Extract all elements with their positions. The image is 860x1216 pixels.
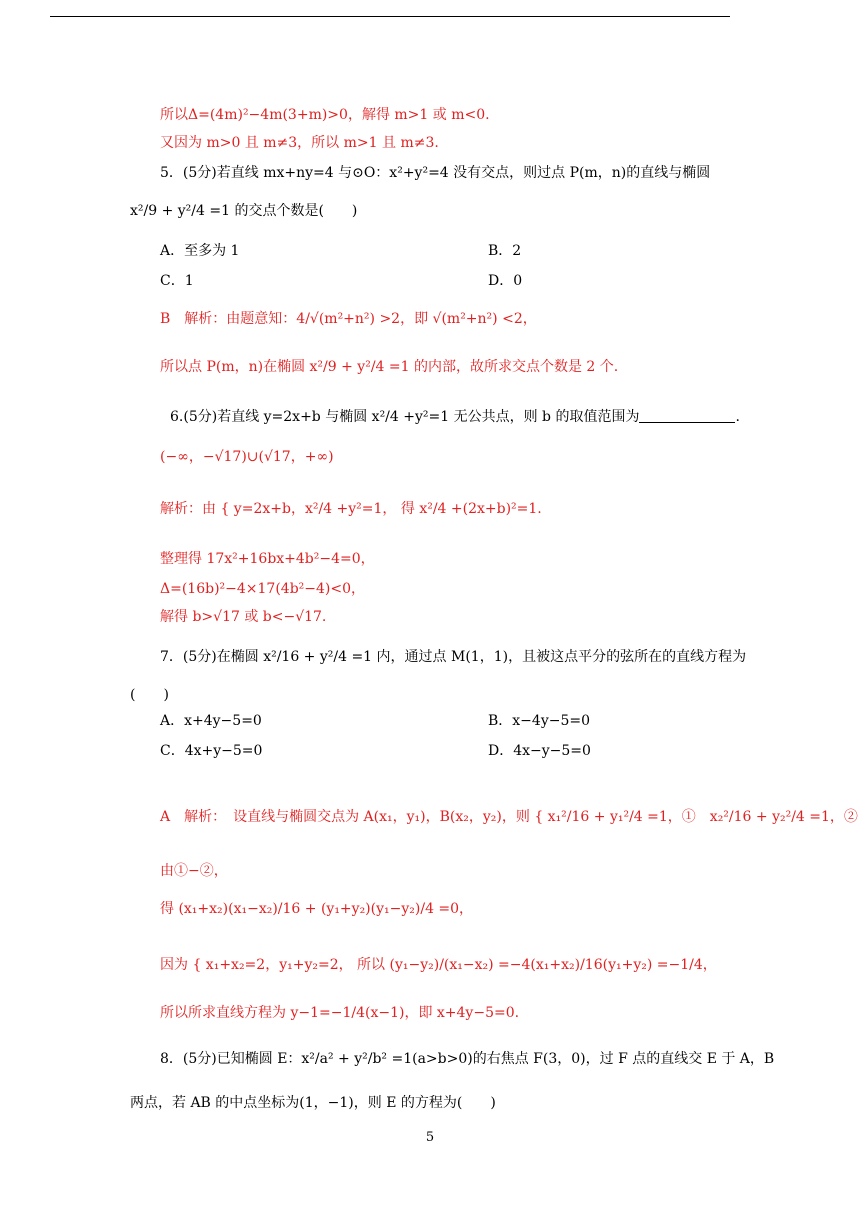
q8-stem: 两点，若 AB 的中点坐标为(1，−1)，则 E 的方程为( ) xyxy=(130,1095,496,1111)
q7-option-a: A．x+4y−5=0 xyxy=(160,713,262,729)
q6-stem-text: 6.(5分)若直线 y=2x+b 与椭圆 x²/4 +y²=1 无公共点，则 b 的取值范围为 xyxy=(170,409,640,425)
q7-solution-line: A 解析： 设直线与椭圆交点为 A(x₁，y₁)，B(x₂，y₂)，则 { x₁²/16 + y₁²/4 =1，① x₂²/16 + y₂²/4 =1，② xyxy=(160,809,858,825)
q5-option-d: D．0 xyxy=(488,273,523,289)
q7-option-b: B．x−4y−5=0 xyxy=(488,713,591,729)
q6-stem-end: . xyxy=(735,409,740,425)
q6-solution-line: 解得 b>√17 或 b<−√17. xyxy=(160,609,327,625)
q7-solution-line: 因为 { x₁+x₂=2，y₁+y₂=2， 所以 (y₁−y₂)/(x₁−x₂) =−4(x₁+x₂)/16(y₁+y₂) =−1/4， xyxy=(160,957,717,973)
q7-option-c: C．4x+y−5=0 xyxy=(160,743,263,759)
answer-blank xyxy=(639,408,735,423)
q7-solution-line: 得 (x₁+x₂)(x₁−x₂)/16 + (y₁+y₂)(y₁−y₂)/4 =0， xyxy=(160,901,474,917)
q6-solution-line: Δ=(16b)²−4×17(4b²−4)<0， xyxy=(160,581,366,597)
q7-option-d: D．4x−y−5=0 xyxy=(488,743,591,759)
q4-solution-line: 又因为 m>0 且 m≠3，所以 m>1 且 m≠3. xyxy=(160,135,439,151)
q5-answer: B 解析：由题意知：4/√(m²+n²) >2，即 √(m²+n²) <2， xyxy=(160,311,537,327)
q5-option-a: A．至多为 1 xyxy=(160,243,240,259)
q5-stem: 5．(5分)若直线 mx+ny=4 与⊙O：x²+y²=4 没有交点，则过点 P(m，n)的直线与椭圆 xyxy=(160,165,711,181)
q5-option-c: C．1 xyxy=(160,273,194,289)
q5-answer: 所以点 P(m，n)在椭圆 x²/9 + y²/4 =1 的内部，故所求交点个数是 2 个. xyxy=(160,359,619,375)
q5-stem: x²/9 + y²/4 =1 的交点个数是( ) xyxy=(130,203,358,219)
q7-solution-line: 所以所求直线方程为 y−1=−1/4(x−1)，即 x+4y−5=0. xyxy=(160,1005,520,1021)
q6-answer: (−∞，−√17)∪(√17，+∞) xyxy=(160,449,334,465)
header-rule xyxy=(50,16,730,17)
q6-solution-line: 解析：由 { y=2x+b，x²/4 +y²=1， 得 x²/4 +(2x+b)²=1. xyxy=(160,501,542,517)
q5-option-b: B．2 xyxy=(488,243,522,259)
q7-stem: ( ) xyxy=(130,687,169,703)
q8-stem: 8．(5分)已知椭圆 E：x²/a² + y²/b² =1(a>b>0)的右焦点 F(3，0)，过 F 点的直线交 E 于 A，B xyxy=(160,1051,775,1067)
q7-solution-line: 由①−②， xyxy=(160,863,228,879)
q6-stem xyxy=(170,408,740,426)
page-number: 5 xyxy=(425,1130,435,1145)
q6-solution-line: 整理得 17x²+16bx+4b²−4=0， xyxy=(160,551,375,567)
q7-stem: 7．(5分)在椭圆 x²/16 + y²/4 =1 内，通过点 M(1，1)，且被这点平分的弦所在的直线方程为 xyxy=(160,649,747,665)
q4-solution-line: 所以Δ=(4m)²−4m(3+m)>0，解得 m>1 或 m<0. xyxy=(160,107,490,123)
